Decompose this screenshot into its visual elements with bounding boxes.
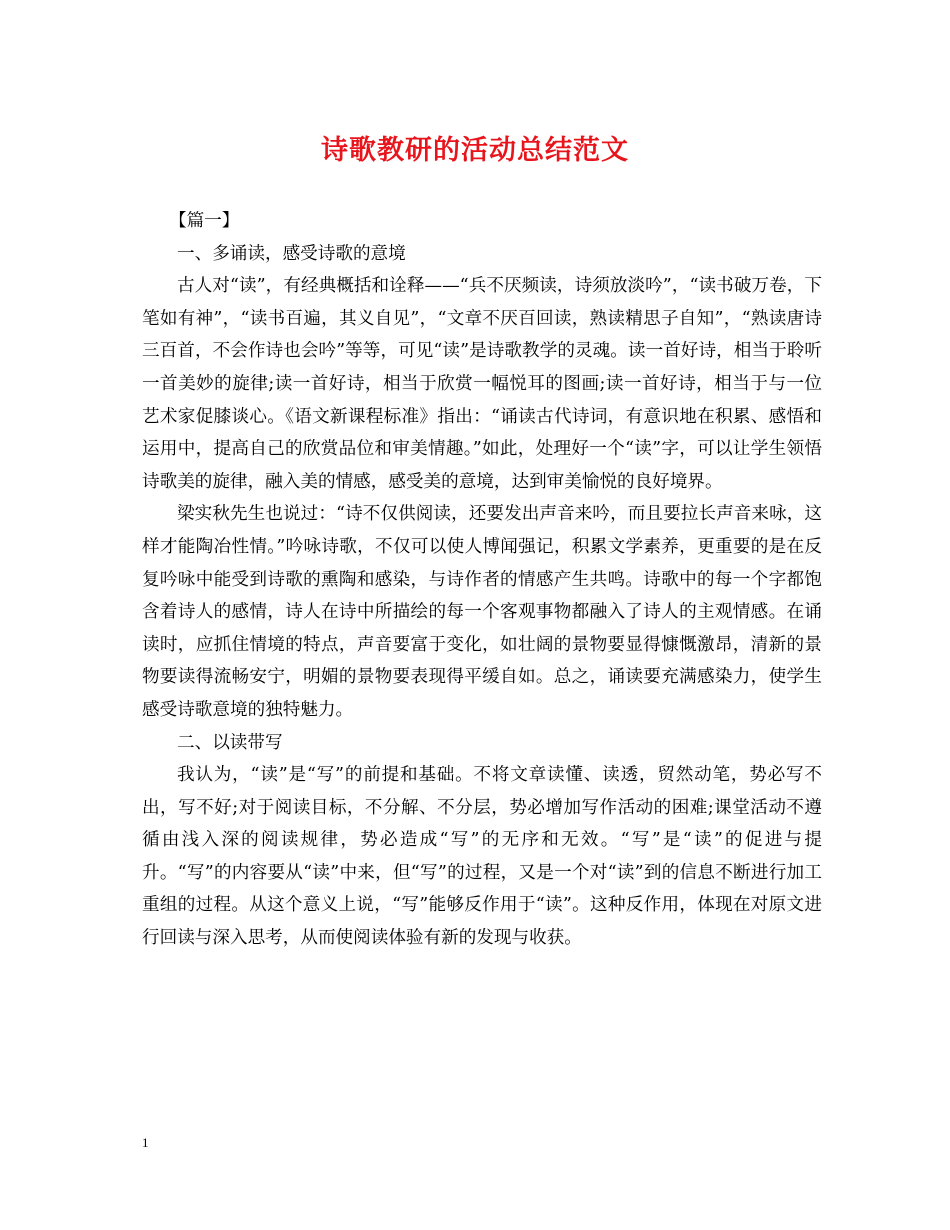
paragraph-ancient-reading: 古人对“读”，有经典概括和诠释——“兵不厌频读，诗须放淡吟”，“读书破万卷，下笔如有神”，“读书百遍，其义自见”，“文章不厌百回读，熟读精思子自知”，“熟读唐诗三百首，不会作诗也会吟”等等，可见“读”是诗歌教学的灵魂。读一首好诗，相当于聆听一首美妙的旋律;读一首好诗，相当于欣赏一幅悦耳的图画;读一首好诗，相当于与一位艺术家促膝谈心。《语文新课程标准》指出：“诵读古代诗词，有意识地在积累、感悟和运用中，提高自己的欣赏品位和审美情趣。”如此，处理好一个“读”字，可以让学生领悟诗歌美的旋律，融入美的情感，感受美的意境，达到审美愉悦的良好境界。 [142, 276, 822, 492]
document-body [142, 205, 822, 955]
document-title: 诗歌教研的活动总结范文 [321, 135, 629, 166]
section-heading-reading: 一、多诵读，感受诗歌的意境 [177, 243, 406, 264]
section-heading-writing: 二、以读带写 [177, 732, 283, 753]
paragraph-read-to-write: 我认为，“读”是“写”的前提和基础。不将文章读懂、读透，贸然动笔，势必写不出，写不好;对于阅读目标，不分解、不分层，势必增加写作活动的困难;课堂活动不遵循由浅入深的阅读规律，势必造成“写”的无序和无效。“写”是“读”的促进与提升。“写”的内容要从“读”中来，但“写”的过程，又是一个对“读”到的信息不断进行加工重组的过程。从这个意义上说，“写”能够反作用于“读”。这种反作用，体现在对原文进行回读与深入思考，从而使阅读体验有新的发现与收获。 [142, 765, 822, 949]
section-tag: 【篇一】 [169, 211, 240, 231]
paragraph-recitation: 梁实秋先生也说过：“诗不仅供阅读，还要发出声音来吟，而且要拉长声音来咏，这样才能陶冶性情。”吟咏诗歌，不仅可以使人博闻强记，积累文学素养，更重要的是在反复吟咏中能受到诗歌的熏陶和感染，与诗作者的情感产生共鸣。诗歌中的每一个字都饱含着诗人的感情，诗人在诗中所描绘的每一个客观事物都融入了诗人的主观情感。在诵读时，应抓住情境的特点，声音要富于变化，如壮阔的景物要显得慷慨激昂，清新的景物要读得流畅安宁，明媚的景物要表现得平缓自如。总之，诵读要充满感染力，使学生感受诗歌意境的独特魅力。 [142, 504, 822, 720]
page-number: 1 [142, 1135, 149, 1150]
